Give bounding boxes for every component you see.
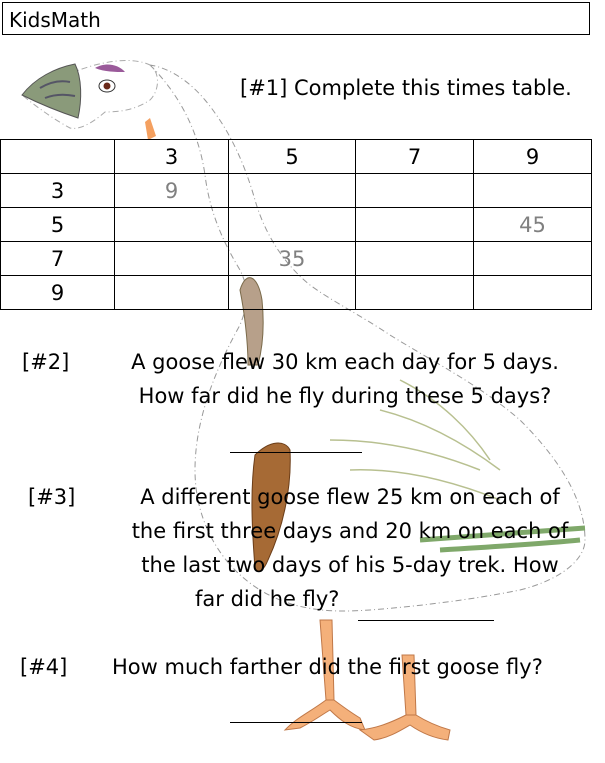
answer-cell[interactable] [229, 174, 356, 208]
q4-text [112, 650, 543, 684]
q3-line: the first three days and 20 km on each of [131, 519, 569, 543]
answer-cell[interactable]: 9 [115, 174, 229, 208]
q3-line: A different goose flew 25 km on each of [140, 485, 560, 509]
answer-cell[interactable] [356, 174, 474, 208]
q3-line: far did he fly? [195, 587, 340, 611]
answer-cell[interactable] [115, 276, 229, 310]
q2-answer-blank[interactable] [230, 438, 362, 457]
table-row [1, 276, 592, 310]
table-row [1, 242, 592, 276]
table-row [1, 174, 592, 208]
answer-cell[interactable] [115, 208, 229, 242]
q3-text [100, 480, 600, 582]
row-header: 3 [1, 174, 115, 208]
q3-answer-blank[interactable] [358, 606, 494, 625]
table-row [1, 208, 592, 242]
q2-text [100, 345, 590, 413]
q4-line: How much farther did the first goose fly? [112, 655, 543, 679]
col-header: 9 [474, 140, 592, 174]
q3-last-line [195, 582, 339, 616]
answer-cell[interactable] [115, 242, 229, 276]
answer-cell[interactable] [356, 242, 474, 276]
table-corner-cell [1, 140, 115, 174]
answer-cell[interactable]: 35 [229, 242, 356, 276]
answer-cell[interactable] [474, 174, 592, 208]
col-header: 3 [115, 140, 229, 174]
col-header: 5 [229, 140, 356, 174]
q4-number: [#4] [20, 655, 68, 679]
row-header: 5 [1, 208, 115, 242]
q1-label: [#1] Complete this times table. [240, 76, 572, 100]
q2-line: How far did he fly during these 5 days? [138, 384, 552, 408]
row-header: 9 [1, 276, 115, 310]
q2-number: [#2] [22, 350, 70, 374]
row-header: 7 [1, 242, 115, 276]
q4-answer-blank[interactable] [230, 708, 362, 727]
answer-cell[interactable] [356, 208, 474, 242]
times-table [0, 139, 592, 310]
col-header: 7 [356, 140, 474, 174]
answer-cell[interactable] [356, 276, 474, 310]
q2-line: A goose flew 30 km each day for 5 days. [131, 350, 559, 374]
answer-cell[interactable] [474, 276, 592, 310]
answer-cell[interactable] [229, 276, 356, 310]
table-header-row [1, 140, 592, 174]
answer-cell[interactable] [229, 208, 356, 242]
q3-line: the last two days of his 5-day trek. How [141, 553, 559, 577]
page-title: KidsMath [9, 8, 101, 32]
answer-cell[interactable] [474, 242, 592, 276]
answer-cell[interactable]: 45 [474, 208, 592, 242]
q3-number: [#3] [28, 485, 76, 509]
